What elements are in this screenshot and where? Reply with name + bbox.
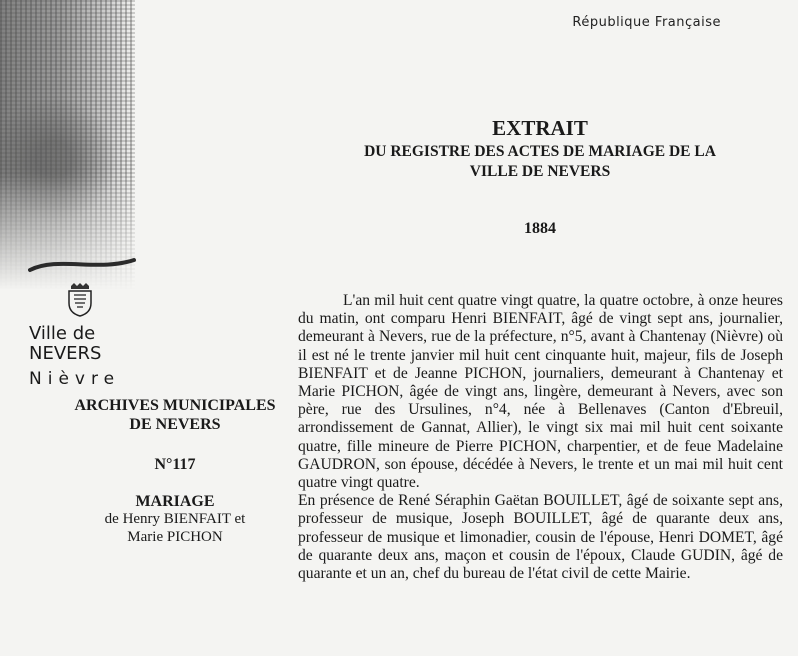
department-name: Nièvre: [29, 369, 121, 389]
subtitle-line-1: DU REGISTRE DES ACTES DE MARIAGE DE LA: [364, 143, 716, 160]
building-photo: [0, 0, 135, 290]
city-name: NEVERS: [29, 343, 102, 364]
record-type: MARIAGE: [135, 493, 215, 510]
record-names-line-2: Marie PICHON: [127, 529, 223, 545]
record-names: [55, 510, 295, 546]
record-body: [298, 292, 783, 583]
document-title: EXTRAIT: [492, 116, 588, 140]
body-paragraph-2: En présence de René Séraphin Gaëtan BOUILLET, âgé de soixante sept ans, professeur de musique, Joseph BOUILLET, âgé de quarante deux ans, professeur de musique et limonadier, cousin de l'épouse, Henri DOMET, âgé de quarante deux ans, maçon et cousin de l'époux, Claude GUDIN, âgé de quarante et un an, chef du bureau de l'état civil de cette Mairie.: [298, 492, 783, 583]
republic-header: République Française: [572, 15, 721, 30]
document-year: 1884: [524, 220, 556, 237]
record-number: N°117: [154, 456, 196, 473]
document-subtitle: [310, 142, 770, 182]
decorative-swoosh: [28, 252, 138, 276]
subtitle-line-2: VILLE DE NEVERS: [469, 163, 611, 180]
city-label: Ville de: [29, 323, 96, 344]
archives-title: [55, 396, 295, 434]
body-paragraph-1: L'an mil huit cent quatre vingt quatre, la quatre octobre, à onze heures du matin, ont comparu Henri BIENFAIT, âgé de vingt sept ans, journalier, demeurant à Nevers, rue de la préfecture, n°5, avant à Chantenay (Nièvre) où il est né le trente janvier mil huit cent cinquante huit, majeur, fils de Joseph BIENFAIT et de Jeanne PICHON, journaliers, demeurant à Chantenay et Marie PICHON, âgée de vingt ans, lingère, demeurant à Nevers, avec son père, rue des Ursulines, n°4, née à Bellenaves (Canton d'Ebreuil, arrondissement de Gannat, Allier), le vingt six mai mil huit cent soixante quatre, fille mineure de Pierre PICHON, charpentier, et de feue Madelaine GAUDRON, son épouse, décédée à Nevers, le trente et un mai mil huit cent quatre vingt quatre.: [298, 292, 783, 492]
archives-line-1: ARCHIVES MUNICIPALES: [74, 397, 276, 414]
record-names-line-1: de Henry BIENFAIT et: [104, 511, 246, 527]
coat-of-arms-icon: [67, 283, 93, 317]
archives-line-2: DE NEVERS: [129, 416, 221, 433]
